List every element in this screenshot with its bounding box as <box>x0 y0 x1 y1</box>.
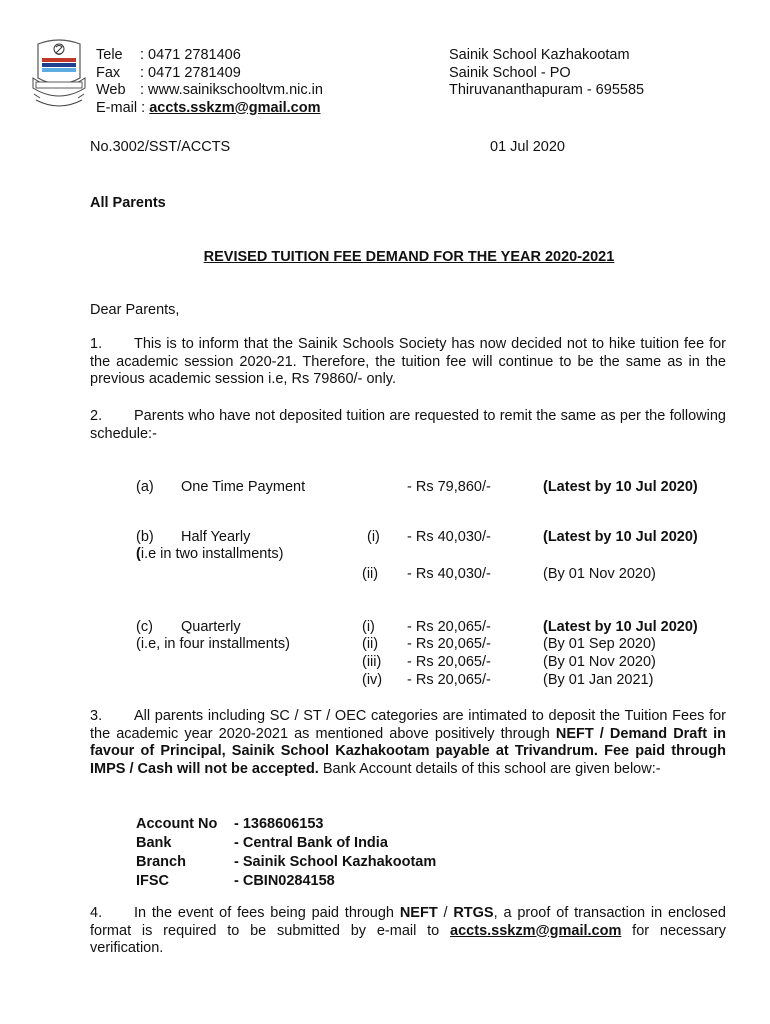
schedule-b-due-1: (Latest by 10 Jul 2020) <box>543 529 698 545</box>
ifsc-row: IFSC - CBIN0284158 <box>136 873 335 889</box>
paragraph-2: 2. Parents who have not deposited tuition are requested to remit the same as per the following schedule:- <box>90 408 726 442</box>
branch-row: Branch - Sainik School Kazhakootam <box>136 854 437 870</box>
contact-block <box>96 47 323 117</box>
subject-line: REVISED TUITION FEE DEMAND FOR THE YEAR 2020-2021 <box>203 249 615 265</box>
email-link[interactable]: accts.sskzm@gmail.com <box>450 922 622 939</box>
letter-date: 01 Jul 2020 <box>490 139 565 155</box>
addressee: All Parents <box>90 195 166 211</box>
schedule-c-due-2: (By 01 Sep 2020) <box>543 636 656 652</box>
schedule-c-label: (c) <box>136 619 153 635</box>
schedule-b-due-2: (By 01 Nov 2020) <box>543 566 656 582</box>
schedule-a-label: (a) <box>136 479 154 495</box>
email-link[interactable]: accts.sskzm@gmail.com <box>149 99 321 116</box>
school-crest-logo <box>30 38 88 118</box>
paragraph-3: 3. All parents including SC / ST / OEC categories are intimated to deposit the Tuition Fees for the academic year 2020-2021 as mentioned above positively through NEFT / Demand Draft in favour of Principal, Sainik School Kazhakootam payable at Trivandrum. Fee paid through IMPS / Cash will not be accepted. Bank Account details of this school are given below:- <box>90 708 726 777</box>
schedule-c-inst-3: (iii) <box>362 654 382 670</box>
schedule-a-desc: One Time Payment <box>181 479 306 495</box>
schedule-a-due: (Latest by 10 Jul 2020) <box>543 479 698 495</box>
schedule-a-amount: - Rs 79,860/- <box>407 479 491 495</box>
paragraph-4: 4. In the event of fees being paid through NEFT / RTGS, a proof of transaction in enclosed format is required to be submitted by e-mail to accts.sskzm@gmail.com for necessary verification. <box>90 905 726 956</box>
schedule-c-amount-4: - Rs 20,065/- <box>407 672 491 688</box>
schedule-c-inst-1: (i) <box>362 619 375 635</box>
school-address: Sainik School Kazhakootam Sainik School - PO Thiruvananthapuram - 695585 <box>449 47 645 98</box>
schedule-c-amount-2: - Rs 20,065/- <box>407 636 491 652</box>
contact-tele: Tele : 0471 2781406 <box>96 47 241 63</box>
schedule-b-label: (b) <box>136 529 154 545</box>
schedule-b-inst-1: (i) <box>367 529 380 545</box>
schedule-c-amount-3: - Rs 20,065/- <box>407 654 491 670</box>
schedule-c-due-3: (By 01 Nov 2020) <box>543 654 656 670</box>
reference-number: No.3002/SST/ACCTS <box>90 139 231 155</box>
schedule-c-due-1: (Latest by 10 Jul 2020) <box>543 619 698 635</box>
schedule-b-amount-2: - Rs 40,030/- <box>407 566 491 582</box>
schedule-b-desc: Half Yearly <box>181 529 251 545</box>
schedule-c-inst-2: (ii) <box>362 636 379 652</box>
bank-account-details <box>136 815 436 891</box>
salutation: Dear Parents, <box>90 302 180 318</box>
schedule-b-inst-2: (ii) <box>362 566 379 582</box>
schedule-b-amount-1: - Rs 40,030/- <box>407 529 491 545</box>
schedule-c-sub: (i.e, in four installments) <box>136 636 290 652</box>
contact-fax: Fax : 0471 2781409 <box>96 64 241 81</box>
contact-web: Web : www.sainikschooltvm.nic.in <box>96 82 323 98</box>
account-number-row: Account No - 1368606153 <box>136 816 324 832</box>
schedule-c-amount-1: - Rs 20,065/- <box>407 619 491 635</box>
bank-row: Bank - Central Bank of India <box>136 835 388 851</box>
schedule-c-due-4: (By 01 Jan 2021) <box>543 672 654 688</box>
schedule-c-inst-4: (iv) <box>362 672 383 688</box>
paragraph-1: 1. This is to inform that the Sainik Schools Society has now decided not to hike tuition fee for the academic session 2020-21. Therefore, the tuition fee will continue to be the same as in the previous academic session i.e, Rs 79860/- only. <box>90 336 726 387</box>
schedule-c-desc: Quarterly <box>181 619 241 635</box>
schedule-b-sub: (i.e in two installments) <box>136 546 284 562</box>
contact-email: E-mail : accts.sskzm@gmail.com <box>96 99 321 116</box>
